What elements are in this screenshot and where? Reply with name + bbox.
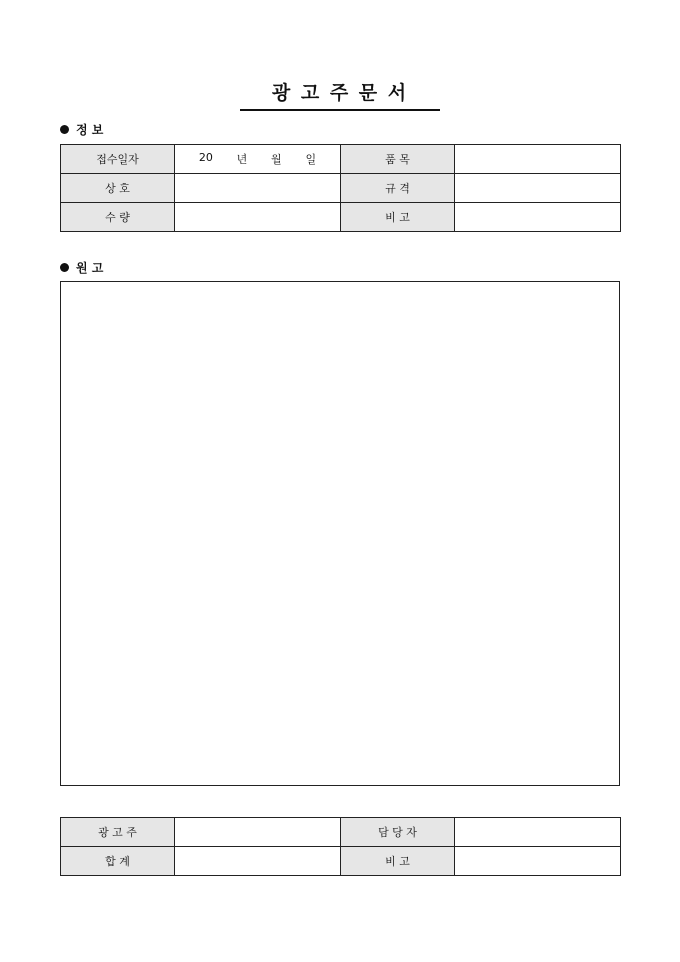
item-field[interactable] bbox=[455, 145, 621, 174]
spec-field[interactable] bbox=[455, 174, 621, 203]
date-day-unit: 일 bbox=[305, 153, 317, 166]
remarks-label: 비 고 bbox=[341, 203, 455, 232]
remarks-field[interactable] bbox=[455, 203, 621, 232]
table-row bbox=[61, 174, 621, 203]
manager-field[interactable] bbox=[455, 818, 621, 847]
table-row bbox=[61, 203, 621, 232]
date-year-prefix: 20 bbox=[198, 151, 213, 164]
table-row bbox=[61, 818, 621, 847]
document-title: 광 고 주 문 서 bbox=[240, 78, 440, 111]
spec-label: 규 격 bbox=[341, 174, 455, 203]
quantity-field[interactable] bbox=[175, 203, 341, 232]
company-name-field[interactable] bbox=[175, 174, 341, 203]
manuscript-section-label bbox=[60, 259, 103, 276]
advertiser-label: 광 고 주 bbox=[61, 818, 175, 847]
quantity-label: 수 량 bbox=[61, 203, 175, 232]
bullet-icon bbox=[60, 263, 69, 272]
item-label: 품 목 bbox=[341, 145, 455, 174]
manager-label: 담 당 자 bbox=[341, 818, 455, 847]
footer-remarks-field[interactable] bbox=[455, 847, 621, 876]
table-row bbox=[61, 145, 621, 174]
manuscript-section-text: 원 고 bbox=[76, 261, 104, 275]
table-row bbox=[61, 847, 621, 876]
info-section-label bbox=[60, 121, 103, 138]
total-label: 합 계 bbox=[61, 847, 175, 876]
date-year-unit: 년 bbox=[236, 153, 248, 166]
date-month-unit: 월 bbox=[271, 153, 282, 166]
company-name-label: 상 호 bbox=[61, 174, 175, 203]
info-section-text: 정 보 bbox=[76, 123, 104, 137]
receipt-date-field[interactable] bbox=[175, 145, 341, 174]
bullet-icon bbox=[60, 125, 69, 134]
info-table bbox=[60, 144, 621, 232]
footer-remarks-label: 비 고 bbox=[341, 847, 455, 876]
advertiser-field[interactable] bbox=[175, 818, 341, 847]
receipt-date-label: 접수일자 bbox=[61, 145, 175, 174]
manuscript-area[interactable] bbox=[60, 281, 620, 786]
total-field[interactable] bbox=[175, 847, 341, 876]
footer-table bbox=[60, 817, 621, 876]
